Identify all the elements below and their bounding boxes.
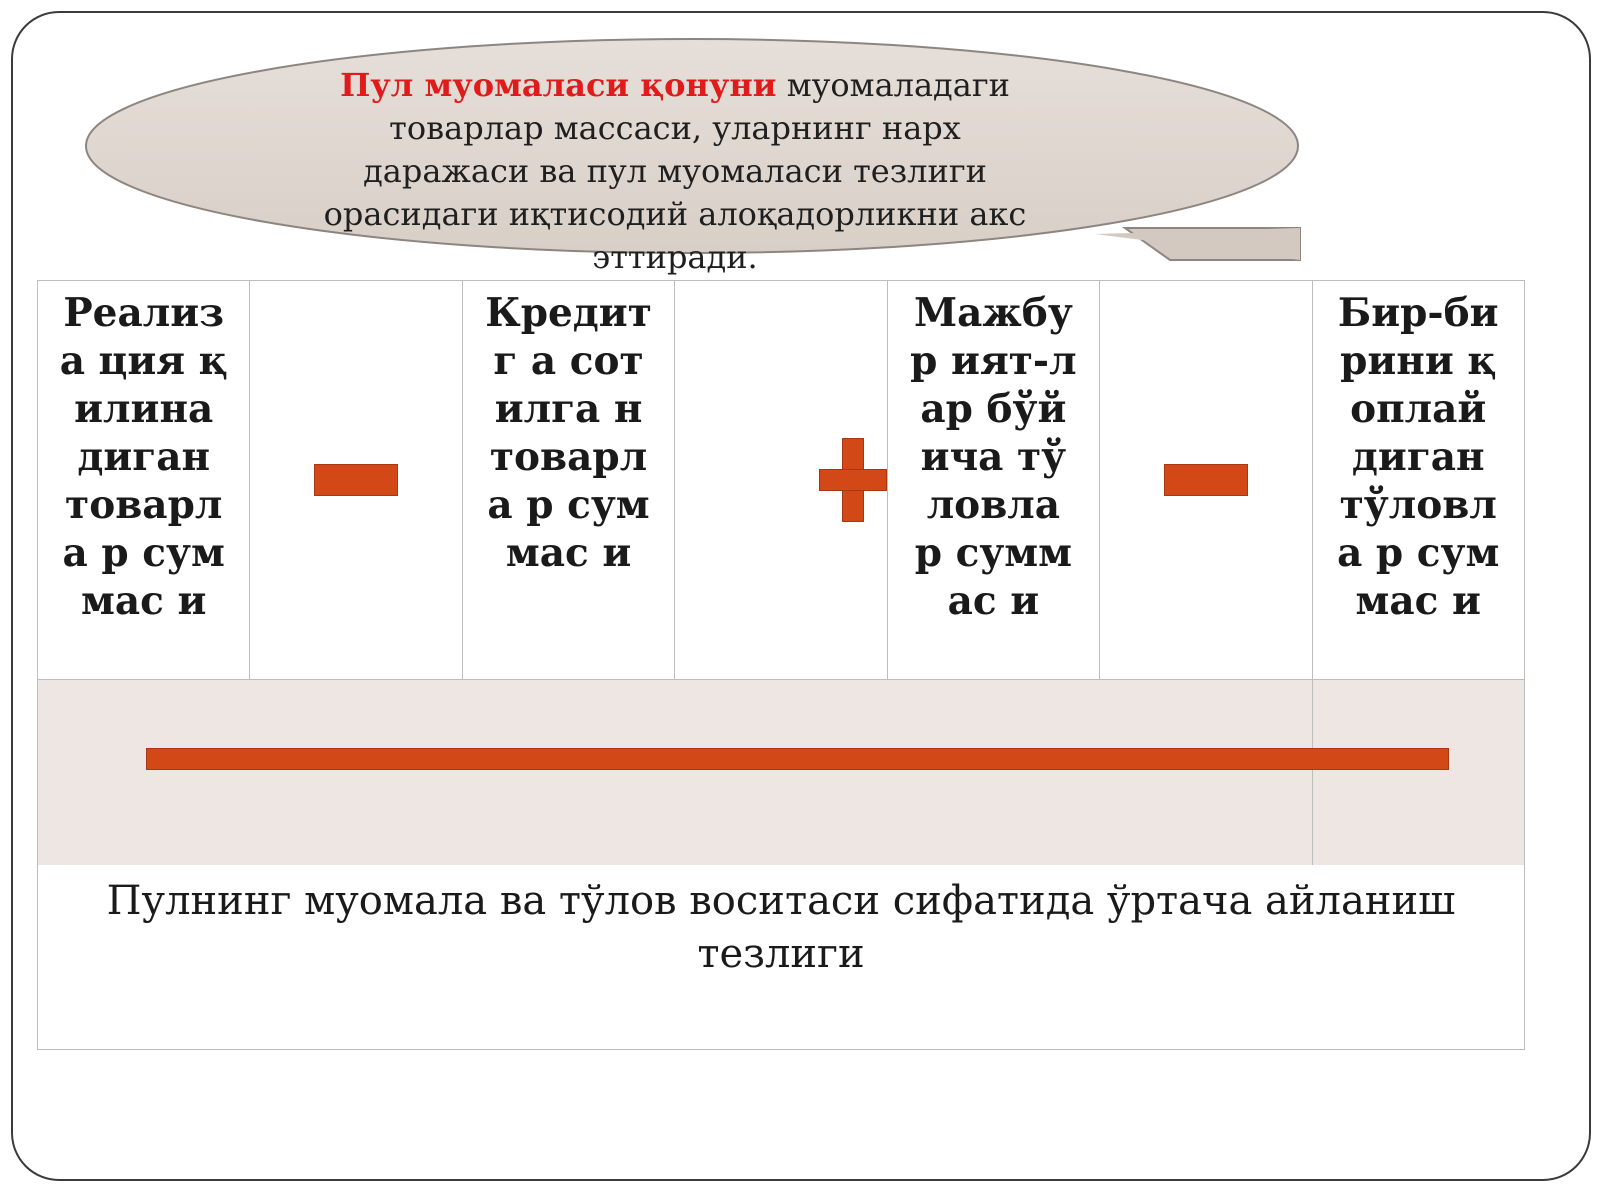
operator-cell-1 bbox=[250, 281, 462, 679]
fraction-bar bbox=[146, 748, 1449, 770]
plus-icon bbox=[819, 438, 887, 522]
column-divider bbox=[1312, 680, 1313, 865]
term-realized-goods: Реализа ция қилина диган товарла р суммас и bbox=[59, 290, 228, 624]
operator-cell-2 bbox=[675, 281, 887, 679]
term-cell-realized-goods bbox=[38, 281, 250, 679]
fraction-row bbox=[37, 680, 1525, 865]
minus-icon bbox=[1164, 464, 1248, 496]
law-name: Пул муомаласи қонуни bbox=[340, 66, 777, 104]
operator-cell-3 bbox=[1100, 281, 1312, 679]
denominator-row bbox=[37, 865, 1525, 1050]
numerator-row bbox=[37, 280, 1525, 680]
callout-bubble bbox=[85, 38, 1325, 276]
term-cell-obligation-payments bbox=[888, 281, 1100, 679]
term-offsetting-payments: Бир-бирини қоплай диган тўловла р суммас и bbox=[1337, 290, 1500, 624]
term-obligation-payments: Мажбур ият-лар бўйича тўловла р суммас и bbox=[910, 290, 1077, 624]
callout-text bbox=[315, 64, 1035, 279]
minus-icon bbox=[314, 464, 398, 496]
law-description: муомаладаги товарлар массаси, уларнинг нарх даражаси ва пул муомаласи тезлиги орасидаги иқтисодий алоқадорликни акс эттиради. bbox=[323, 66, 1027, 276]
term-cell-offsetting-payments bbox=[1313, 281, 1524, 679]
term-cell-credit-goods bbox=[463, 281, 675, 679]
term-credit-goods: Кредитг а сотилга н товарла р суммас и bbox=[485, 290, 652, 576]
denominator-text: Пулнинг муомала ва тўлов воситаси сифатида ўртача айланиш тезлиги bbox=[106, 878, 1456, 977]
formula-table bbox=[37, 280, 1525, 1050]
